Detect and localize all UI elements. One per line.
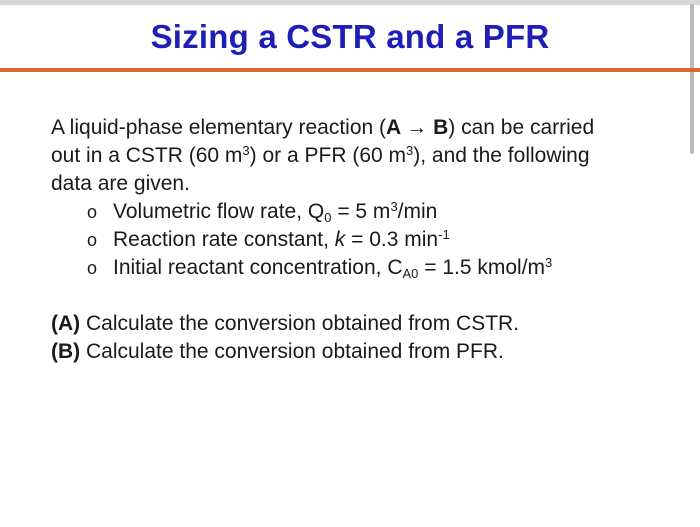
given-data-list xyxy=(51,198,661,282)
reaction-equation: A → B xyxy=(386,116,449,139)
circle-bullet-icon: o xyxy=(87,202,98,222)
question-a: (A) Calculate the conversion obtained from CSTR. xyxy=(51,312,520,335)
title-divider xyxy=(0,68,700,72)
top-border xyxy=(0,0,700,5)
list-item: o Reaction rate constant, k = 0.3 $\min^{-1}$ xyxy=(87,226,661,254)
question-b: (B) Calculate the conversion obtained from PFR. xyxy=(51,340,504,363)
list-item: o Volumetric flow rate, $Q_0 = 5$ $m^3/\min$ xyxy=(87,199,438,225)
question-list xyxy=(51,310,661,366)
circle-bullet-icon: o xyxy=(87,230,98,250)
circle-bullet-icon: o xyxy=(87,258,98,278)
problem-statement xyxy=(51,114,661,198)
intro-line-2: out in a CSTR (60 $m^3$) or a PFR (60 $m^3$), and the following xyxy=(51,143,590,167)
intro-line-1: A liquid-phase elementary reaction (A → B) can be carried xyxy=(51,116,595,139)
slide-body xyxy=(51,114,661,366)
slide-title: Sizing a CSTR and a PFR xyxy=(150,18,550,55)
intro-line-3: data are given. xyxy=(51,172,190,195)
list-item: o Initial reactant concentration, $C_{A0} = 1.5$ kmol/$m^3$ xyxy=(87,255,553,281)
